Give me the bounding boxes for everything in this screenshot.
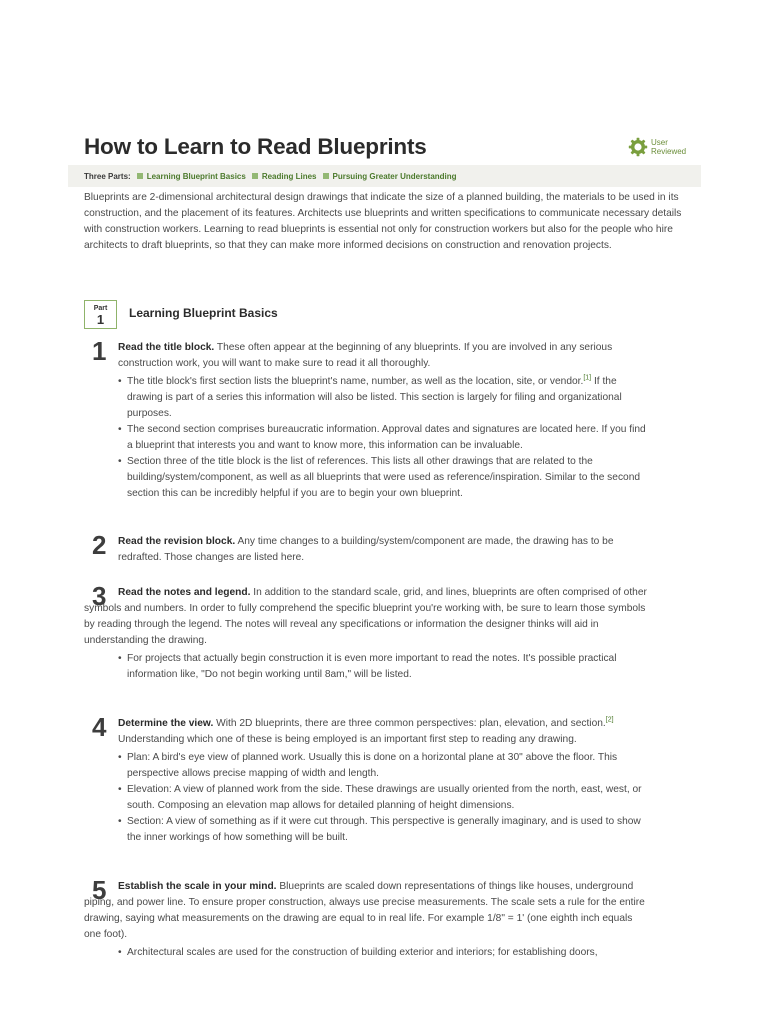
part-link-pursuing-greater-understanding[interactable]: Pursuing Greater Understanding — [323, 172, 457, 181]
step-5 — [84, 875, 649, 961]
list-item: • Architectural scales are used for the construction of building exterior and interiors; for establishing doors, — [118, 945, 649, 961]
list-item: • Section three of the title block is the list of references. This lists all other drawings that are related to the building/system/component, as well as all blueprints that were used as reference/inspiration. Similar to the second section this can be incredibly helpful if you are to begin your own blueprint. — [118, 454, 649, 502]
step-text: Read the title block. These often appear at the beginning of any blueprints. If you are involved in any serious construction work, you will want to make sure to read it all thoroughly. — [118, 342, 613, 369]
reference-link[interactable]: [1] — [583, 374, 592, 382]
step-number: 4 — [92, 712, 107, 742]
square-icon — [252, 173, 258, 179]
step-text: Read the revision block. Any time changes to a building/system/component are made, the drawing has to be redrafted. Those changes are listed here. — [118, 536, 614, 563]
step-heading: Read the revision block. — [118, 536, 236, 547]
step-number: 3 — [92, 581, 107, 611]
step-bullets — [84, 750, 649, 846]
part-title: Learning Blueprint Basics — [129, 306, 278, 320]
step-heading: Read the notes and legend. — [118, 587, 251, 598]
parts-label: Three Parts: — [84, 171, 131, 181]
step-number: 1 — [92, 336, 107, 366]
step-heading: Establish the scale in your mind. — [118, 881, 277, 892]
parts-nav — [68, 165, 701, 187]
step-text: Read the notes and legend. In addition to the standard scale, grid, and lines, blueprints are often comprised of other symbols and numbers. In order to fully comprehend the specific blueprint you're working with, be sure to learn those symbols by reading through the legend. The notes will reveal any specifications or information the designer thinks will aid in understanding the drawing. — [84, 587, 647, 646]
step-3 — [84, 581, 649, 683]
step-bullets — [84, 945, 649, 961]
square-icon — [137, 173, 143, 179]
reference-link[interactable]: [2] — [605, 716, 614, 724]
step-heading: Read the title block. — [118, 342, 215, 353]
part-word: Part — [93, 305, 108, 312]
step-4 — [84, 712, 649, 846]
part-number-box — [84, 300, 117, 329]
user-reviewed-badge — [628, 137, 691, 157]
user-reviewed-label: User Reviewed — [651, 138, 687, 156]
list-item: • Elevation: A view of planned work from the side. These drawings are usually oriented from the north, east, west, or south. Composing an elevation map allows for detailed planning of height dimensions. — [118, 782, 649, 814]
page-title: How to Learn to Read Blueprints — [84, 134, 427, 159]
list-item: • The title block's first section lists the blueprint's name, number, as well as the location, site, or vendor.[1] If the drawing is part of a series this information will also be listed. This section is largely for filing and organizational purposes. — [118, 374, 649, 422]
step-bullets — [84, 374, 649, 502]
step-number: 5 — [92, 875, 107, 905]
step-heading: Determine the view. — [118, 718, 214, 729]
list-item: • Plan: A bird's eye view of planned work. Usually this is done on a horizontal plane at 30" above the floor. This perspective allows precise mapping of width and length. — [118, 750, 649, 782]
step-text: Determine the view. With 2D blueprints, there are three common perspectives: plan, elevation, and section.[2] Understanding which one of these is being employed is an important first step to reading any drawing. — [118, 716, 614, 745]
step-number: 2 — [92, 530, 107, 560]
list-item: • For projects that actually begin construction it is even more important to read the notes. It's possible practical information like, "Do not begin working until 8am," will be listed. — [118, 651, 649, 683]
step-bullets — [84, 651, 649, 683]
intro-paragraph: Blueprints are 2-dimensional architectural design drawings that indicate the size of a planned building, the materials to be used in its construction, and the placement of its features. Architects use blueprints and written specifications to communicate necessary details with construction workers. Learning to read blueprints is essential not only for construction workers but also for the people who hire architects to draft blueprints, so that they can make more informed decisions on construction and renovation projects. — [84, 192, 682, 252]
step-1 — [84, 336, 649, 502]
gear-badge-icon — [628, 137, 648, 157]
step-2 — [84, 530, 649, 566]
part-link-reading-lines[interactable]: Reading Lines — [252, 172, 317, 181]
part-link-learning-blueprint-basics[interactable]: Learning Blueprint Basics — [137, 172, 246, 181]
list-item: • The second section comprises bureaucratic information. Approval dates and signatures are located here. If you find a blueprint that interests you and want to know more, this information can be invaluable. — [118, 422, 649, 454]
list-item: • Section: A view of something as if it were cut through. This perspective is generally imaginary, and is used to show the inner workings of how something will be built. — [118, 814, 649, 846]
part-number: 1 — [96, 312, 105, 327]
step-text: Establish the scale in your mind. Blueprints are scaled down representations of things like houses, underground piping, and power line. To ensure proper construction, always use precise measurements. The scale sets a rule for the entire drawing, saying what measurements on the drawing are equal to in real life. For example 1/8" = 1' (one eighth inch equals one foot). — [84, 881, 645, 940]
square-icon — [323, 173, 329, 179]
